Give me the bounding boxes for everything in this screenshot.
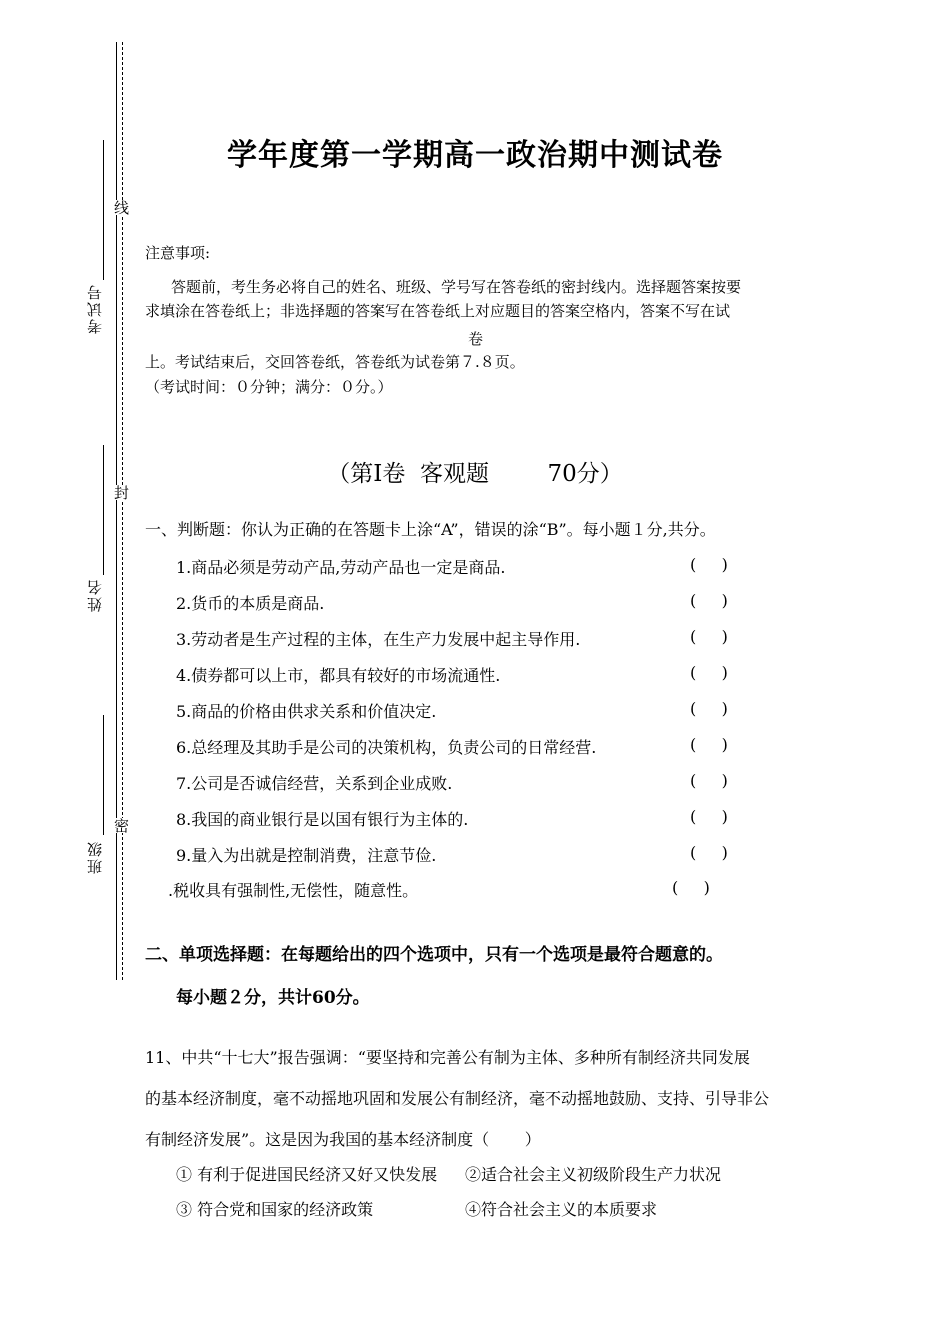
page-title: 学年度第一学期高一政治期中测试卷 bbox=[227, 138, 723, 173]
answer-paren[interactable]: ( ) bbox=[690, 807, 728, 826]
list-item: 3.劳动者是生产过程的主体，在生产力发展中起主导作用. bbox=[176, 630, 581, 649]
binding-line-inner bbox=[122, 42, 123, 980]
answer-paren[interactable]: ( ) bbox=[690, 591, 728, 610]
list-item: 5.商品的价格由供求关系和价值决定. bbox=[176, 702, 437, 721]
seal-mark-close: 密 bbox=[112, 818, 130, 833]
section-2-scoring: 每小题２分，共计60分。 bbox=[176, 988, 370, 1008]
question-11-line-1: 11、中共“十七大”报告强调：“要坚持和完善公有制为主体、多种所有制经济共同发展 bbox=[145, 1048, 750, 1067]
exam-number-label: 考试号 bbox=[86, 283, 104, 334]
section-2-heading: 二、单项选择题：在每题给出的四个选项中，只有一个选项是最符合题意的。 bbox=[145, 945, 723, 965]
answer-paren[interactable]: ( ) bbox=[690, 663, 728, 682]
list-item: 8.我国的商业银行是以国有银行为主体的. bbox=[176, 810, 469, 829]
answer-paren[interactable]: ( ) bbox=[690, 843, 728, 862]
option-3[interactable]: ③ 符合党和国家的经济政策 bbox=[176, 1200, 374, 1219]
answer-paren[interactable]: ( ) bbox=[690, 735, 728, 754]
answer-paren[interactable]: ( ) bbox=[690, 771, 728, 790]
answer-paren[interactable]: ( ) bbox=[690, 627, 728, 646]
answer-paren[interactable]: ( ) bbox=[690, 699, 728, 718]
binding-line-outer bbox=[116, 42, 117, 980]
notice-line-4: （考试时间：０分钟；满分：０分。） bbox=[145, 378, 393, 396]
option-1[interactable]: ① 有利于促进国民经济又好又快发展 bbox=[176, 1165, 438, 1184]
name-label: 姓名 bbox=[86, 578, 104, 612]
notice-line-3: 上。考试结束后，交回答卷纸，答卷纸为试卷第７.８页。 bbox=[145, 353, 525, 371]
question-11-line-2: 的基本经济制度，毫不动摇地巩固和发展公有制经济，毫不动摇地鼓励、支持、引导非公 bbox=[145, 1089, 770, 1108]
list-item: 9.量入为出就是控制消费，注意节俭. bbox=[176, 846, 437, 865]
list-item: 7.公司是否诚信经营，关系到企业成败. bbox=[176, 774, 453, 793]
notice-heading: 注意事项: bbox=[145, 244, 211, 262]
list-item: 6.总经理及其助手是公司的决策机构，负责公司的日常经营. bbox=[176, 738, 597, 757]
section-1-heading: 一、判断题：你认为正确的在答题卡上涂“A”，错误的涂“B”。每小题１分,共分。 bbox=[145, 520, 716, 539]
list-item: 1.商品必须是劳动产品,劳动产品也一定是商品. bbox=[176, 558, 506, 577]
section-1-title: （第Ⅰ卷 客观题 70分） bbox=[327, 461, 623, 487]
seal-mark-line: 线 bbox=[112, 200, 130, 215]
notice-line-1: 答题前，考生务必将自己的姓名、班级、学号写在答卷纸的密封线内。选择题答案按要 bbox=[171, 278, 742, 296]
answer-paren[interactable]: ( ) bbox=[690, 555, 728, 574]
list-item: .税收具有强制性,无偿性，随意性。 bbox=[168, 881, 419, 900]
option-4[interactable]: ④符合社会主义的本质要求 bbox=[465, 1200, 658, 1219]
question-11-line-3: 有制经济发展”。这是因为我国的基本经济制度（ ） bbox=[145, 1130, 541, 1149]
notice-line-2: 求填涂在答卷纸上；非选择题的答案写在答卷纸上对应题目的答案空格内，答案不写在试 bbox=[145, 302, 731, 320]
seal-mark-seal: 封 bbox=[112, 485, 130, 500]
notice-line-2b: 卷 bbox=[468, 330, 484, 348]
option-2[interactable]: ②适合社会主义初级阶段生产力状况 bbox=[465, 1165, 722, 1184]
class-label: 班级 bbox=[86, 840, 104, 874]
list-item: 4.债券都可以上市，都具有较好的市场流通性. bbox=[176, 666, 501, 685]
answer-paren[interactable]: ( ) bbox=[672, 878, 710, 897]
class-blank[interactable] bbox=[103, 715, 104, 835]
list-item: 2.货币的本质是商品. bbox=[176, 594, 325, 613]
